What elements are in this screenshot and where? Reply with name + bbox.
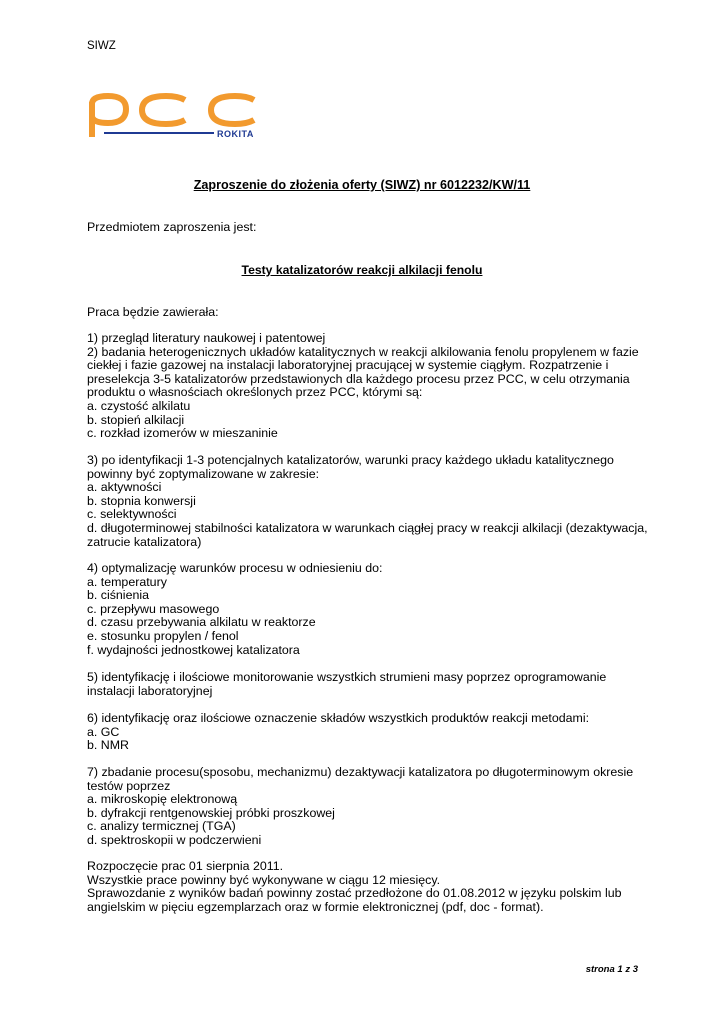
paragraph-line: f. wydajności jednostkowej katalizatora xyxy=(87,642,300,657)
paragraph-line: a. temperatury xyxy=(87,574,167,589)
paragraph-line: 2) badania heterogenicznych układów katalitycznych w reakcji alkilowania fenolu propylenem w fazie xyxy=(87,344,639,359)
section-1-2 xyxy=(87,332,647,441)
paragraph-line: ciekłej i fazie gazowej na instalacji laboratoryjnej pracującej w systemie ciągłym. Rozpatrzenie i xyxy=(87,358,609,373)
work-intro-text: Praca będzie zawierała: xyxy=(87,305,219,319)
paragraph-line: d. długoterminowej stabilności katalizatora w warunkach ciągłej pracy w reakcji alkilacji (dezaktywacja, xyxy=(87,520,648,535)
paragraph-line: 1) przegląd literatury naukowej i patentowej xyxy=(87,331,326,345)
section-5 xyxy=(87,671,647,698)
paragraph-line: a. GC xyxy=(87,724,120,739)
paragraph-line: testów poprzez xyxy=(87,778,171,793)
header-label: SIWZ xyxy=(87,40,116,52)
paragraph-line: b. dyfrakcji rentgenowskiej próbki proszkowej xyxy=(87,805,335,820)
paragraph-line: preselekcja 3-5 katalizatorów przedstawionych dla każdego procesu przez PCC, w celu otrzymania xyxy=(87,371,630,386)
paragraph-line: Wszystkie prace powinny być wykonywane w ciągu 12 miesięcy. xyxy=(87,872,441,887)
paragraph-line: a. aktywności xyxy=(87,480,162,495)
paragraph-line: e. stosunku propylen / fenol xyxy=(87,628,239,643)
logo-sub-text: ROKITA xyxy=(217,129,254,139)
paragraph-line: 4) optymalizację warunków procesu w odniesieniu do: xyxy=(87,561,383,575)
paragraph-line: zatrucie katalizatora) xyxy=(87,534,202,549)
section-3 xyxy=(87,454,647,549)
closing-paragraph xyxy=(87,860,647,914)
intro-text: Przedmiotem zaproszenia jest: xyxy=(87,220,257,234)
paragraph-line: 6) identyfikację oraz ilościowe oznaczenie składów wszystkich produktów reakcji metodami: xyxy=(87,711,590,725)
paragraph-line: 5) identyfikację i ilościowe monitorowanie wszystkich strumieni masy poprzez oprogramowanie xyxy=(87,670,607,684)
paragraph-line: Rozpoczęcie prac 01 sierpnia 2011. xyxy=(87,859,284,873)
section-4 xyxy=(87,562,647,657)
paragraph-line: b. NMR xyxy=(87,738,129,753)
paragraph-line: c. rozkład izomerów w mieszaninie xyxy=(87,426,278,441)
paragraph-line: b. stopień alkilacji xyxy=(87,412,185,427)
paragraph-line: d. czasu przebywania alkilatu w reaktorze xyxy=(87,615,316,630)
paragraph-line: 7) zbadanie procesu(sposobu, mechanizmu) dezaktywacji katalizatora po długoterminowym okresie xyxy=(87,765,634,779)
paragraph-line: b. stopnia konwersji xyxy=(87,493,196,508)
subject-title: Testy katalizatorów reakcji alkilacji fenolu xyxy=(241,263,483,277)
section-6 xyxy=(87,712,647,753)
paragraph-line: c. analizy termicznej (TGA) xyxy=(87,819,236,834)
paragraph-line: angielskim w pięciu egzemplarzach oraz w formie elektronicznej (pdf, doc - format). xyxy=(87,899,544,914)
paragraph-line: Sprawozdanie z wyników badań powinny zostać przedłożone do 01.08.2012 w języku polskim lub xyxy=(87,886,622,901)
page-title: Zaproszenie do złożenia oferty (SIWZ) nr 6012232/KW/11 xyxy=(193,178,531,192)
paragraph-line: produktu o własnościach określonych przez PCC, którymi są: xyxy=(87,385,423,400)
paragraph-line: 3) po identyfikacji 1-3 potencjalnych katalizatorów, warunki pracy każdego układu katalitycznego xyxy=(87,453,614,467)
paragraph-line: instalacji laboratoryjnej xyxy=(87,683,213,698)
paragraph-line: a. mikroskopię elektronową xyxy=(87,792,238,807)
paragraph-line: c. selektywności xyxy=(87,507,177,522)
section-7 xyxy=(87,766,647,848)
paragraph-line: c. przepływu masowego xyxy=(87,601,220,616)
paragraph-line: b. ciśnienia xyxy=(87,588,149,603)
paragraph-line: a. czystość alkilatu xyxy=(87,398,191,413)
paragraph-line: powinny być zoptymalizowane w zakresie: xyxy=(87,466,320,481)
paragraph-line: d. spektroskopii w podczerwieni xyxy=(87,832,262,847)
pcc-rokita-logo xyxy=(86,92,262,142)
page-number: strona 1 z 3 xyxy=(585,964,638,975)
